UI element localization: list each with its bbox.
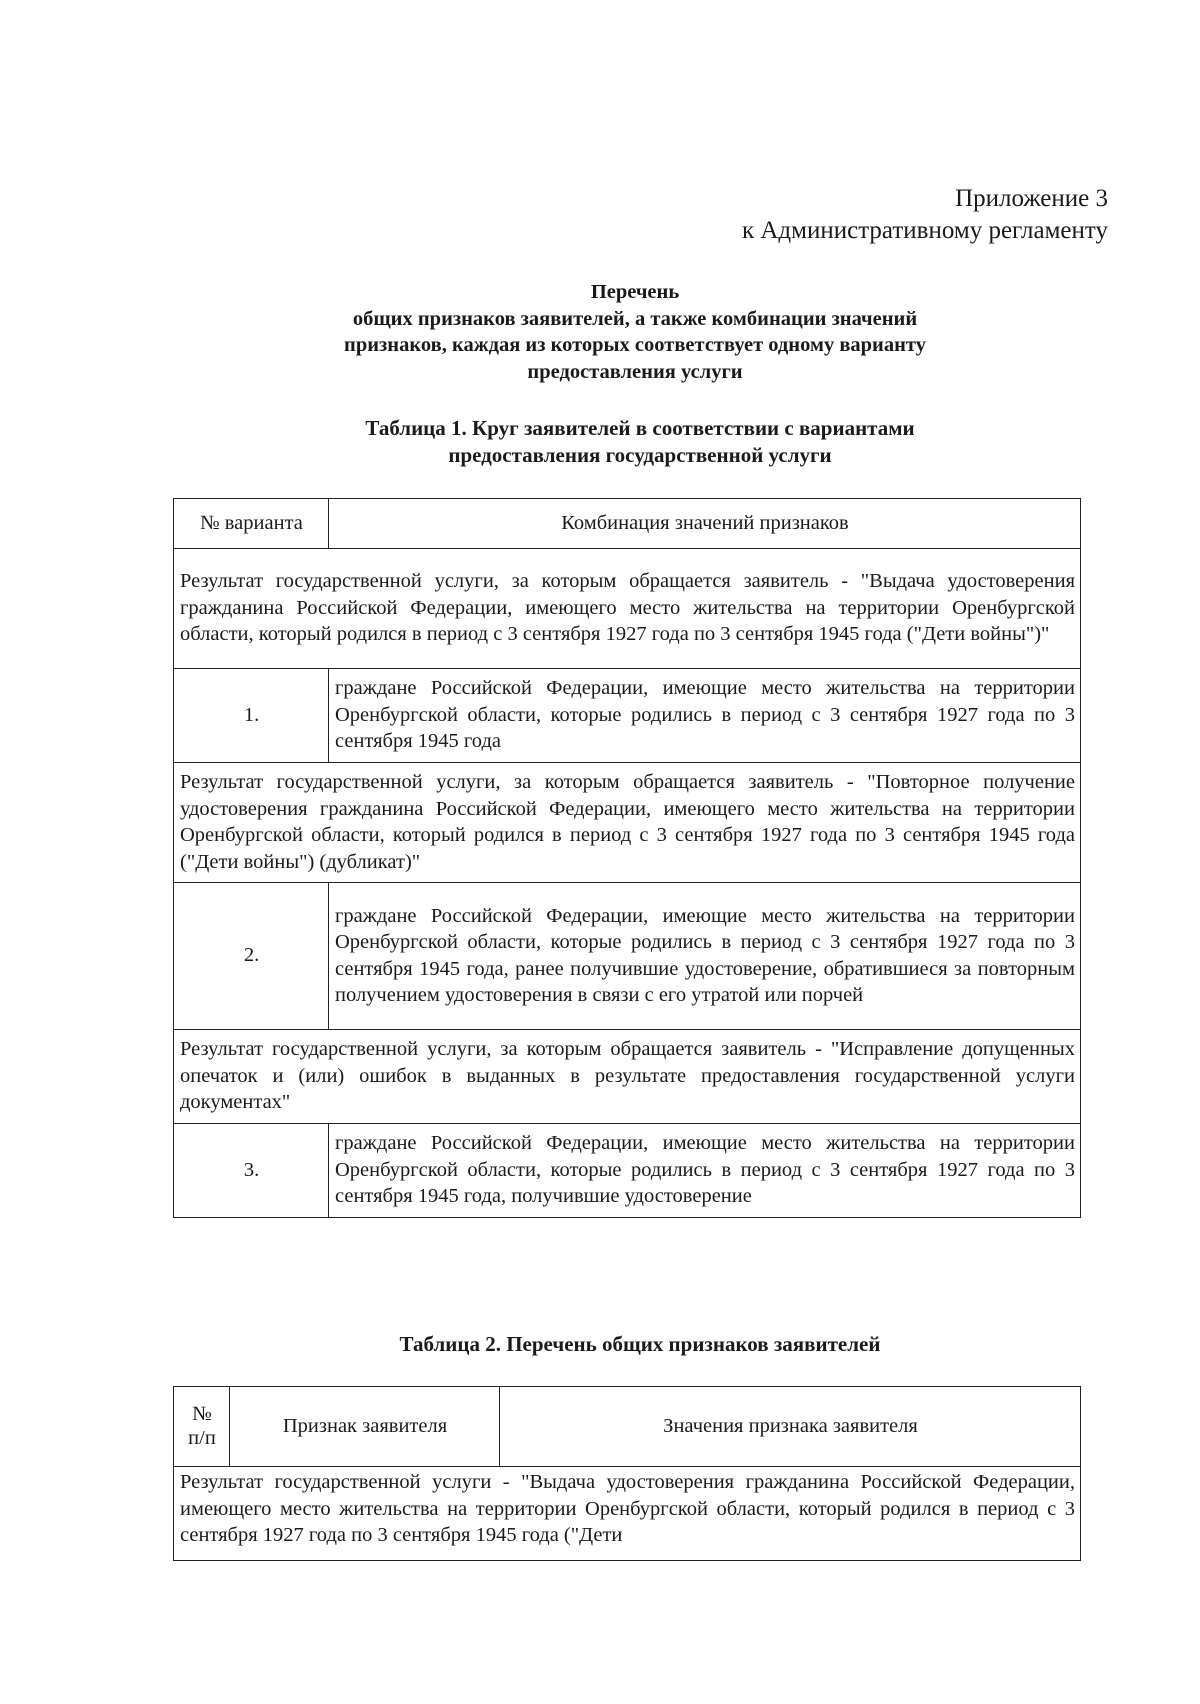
table2-result-row (174, 1467, 1081, 1561)
table1-result-2: Результат государственной услуги, за которым обращается заявитель - "Повторное получение удостоверения гражданина Российской Федерации, имеющего место жительства на территории Оренбургской области, который родился в период с 3 сентября 1927 года по 3 сентября 1945 года ("Дети войны") (дубликат)" (174, 763, 1081, 883)
table2-header-values: Значения признака заявителя (500, 1387, 1081, 1467)
table2-header-row (174, 1387, 1081, 1467)
table1-title (0, 415, 1200, 469)
table2-header-attribute: Признак заявителя (230, 1387, 500, 1467)
table1-result-row (174, 763, 1081, 883)
table1-header-row (174, 499, 1081, 549)
document-heading (0, 279, 1200, 385)
table1-header-combo: Комбинация значений признаков (329, 499, 1081, 549)
table1-result-row (174, 549, 1081, 669)
table2-result-1: Результат государственной услуги - "Выдача удостоверения гражданина Российской Федерации, имеющего место жительства на территории Оренбургской области, который родился в период с 3 сентября 1927 года по 3 сентября 1945 года ("Дети (174, 1467, 1081, 1561)
table1-header-num: № варианта (174, 499, 329, 549)
table2 (173, 1386, 1081, 1561)
table1-title-line-1: Таблица 1. Круг заявителей в соответствии с вариантами (365, 416, 915, 440)
table1-result-3: Результат государственной услуги, за которым обращается заявитель - "Исправление допущенных опечаток и (или) ошибок в выданных в результате предоставления государственной услуги документах" (174, 1030, 1081, 1124)
appendix-note (742, 183, 1108, 247)
table1-variant-num-2: 2. (174, 883, 329, 1030)
appendix-line-1: Приложение 3 (955, 185, 1108, 212)
table1-variant-num-3: 3. (174, 1124, 329, 1218)
table1-variant-combo-2: граждане Российской Федерации, имеющие место жительства на территории Оренбургской области, которые родились в период с 3 сентября 1927 года по 3 сентября 1945 года, ранее получившие удостоверение, обратившиеся за повторным получением удостоверения в связи с его утратой или порчей (329, 883, 1081, 1030)
table1-variant-combo-1: граждане Российской Федерации, имеющие место жительства на территории Оренбургской области, которые родились в период с 3 сентября 1927 года по 3 сентября 1945 года (329, 669, 1081, 763)
table1-variant-row (174, 669, 1081, 763)
table1-title-line-2: предоставления государственной услуги (448, 443, 832, 467)
table2-title: Таблица 2. Перечень общих признаков заявителей (399, 1332, 881, 1356)
heading-line-3: признаков, каждая из которых соответствует одному варианту (344, 334, 926, 356)
table2-header-num-line-1: № (192, 1403, 212, 1425)
table2-header-num-line-2: п/п (188, 1427, 216, 1449)
table1-variant-combo-3: граждане Российской Федерации, имеющие место жительства на территории Оренбургской области, которые родились в период с 3 сентября 1927 года по 3 сентября 1945 года, получившие удостоверение (329, 1124, 1081, 1218)
table1 (173, 498, 1081, 1218)
table1-result-row (174, 1030, 1081, 1124)
table1-result-1: Результат государственной услуги, за которым обращается заявитель - "Выдача удостоверения гражданина Российской Федерации, имеющего место жительства на территории Оренбургской области, который родился в период с 3 сентября 1927 года по 3 сентября 1945 года ("Дети войны")" (174, 549, 1081, 669)
table2-header-num (174, 1387, 230, 1467)
heading-line-4: предоставления услуги (527, 360, 743, 383)
heading-line-2: общих признаков заявителей, а также комбинации значений (352, 307, 918, 330)
heading-line-1: Перечень (590, 281, 680, 303)
table1-variant-row (174, 1124, 1081, 1218)
table1-variant-row (174, 883, 1081, 1030)
table1-variant-num-1: 1. (174, 669, 329, 763)
appendix-line-2: к Административному регламенту (741, 217, 1108, 244)
